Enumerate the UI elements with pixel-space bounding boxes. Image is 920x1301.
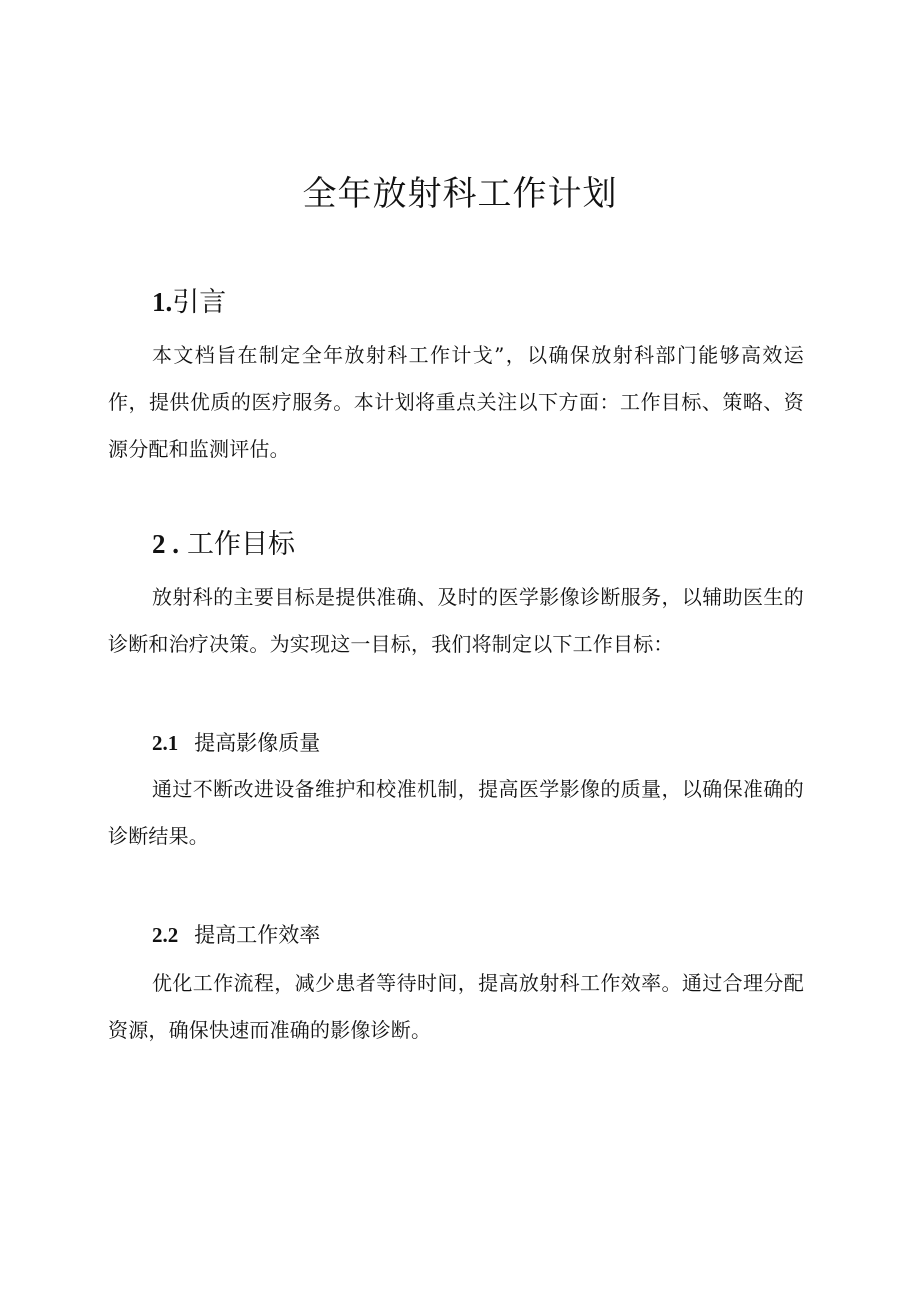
subsection-number: 2.1: [152, 731, 179, 755]
subsection-title: 提高影像质量: [194, 731, 321, 755]
section-heading-introduction: [152, 282, 226, 323]
subsection-number: 2.2: [152, 923, 179, 947]
subsection-paragraph-image-quality: 通过不断改进设备维护和校准机制，提高医学影像的质量，以确保准确的诊断结果。: [108, 777, 804, 848]
section-paragraph-work-goals: 放射科的主要目标是提供准确、及时的医学影像诊断服务，以辅助医生的诊断和治疗决策。为实现这一目标，我们将制定以下工作目标：: [108, 585, 804, 656]
subsection-title: 提高工作效率: [194, 923, 321, 947]
section-title: 工作目标: [187, 529, 295, 560]
section-number: 1.: [152, 287, 173, 317]
section-paragraph-introduction: 本文档旨在制定全年放射科工作计戈”，以确保放射科部门能够高效运作，提供优质的医疗服务。本计划将重点关注以下方面：工作目标、策略、资源分配和监测评估。: [108, 343, 804, 461]
section-number: 2 .: [152, 529, 179, 559]
section-title: 引言: [172, 287, 227, 318]
section-heading-work-goals: [152, 524, 295, 565]
subsection-paragraph-work-efficiency: 优化工作流程，减少患者等待时间，提高放射科工作效率。通过合理分配资源，确保快速而准确的影像诊断。: [108, 971, 804, 1042]
subsection-heading-work-efficiency: [152, 920, 320, 950]
subsection-heading-image-quality: [152, 728, 320, 758]
document-title: 全年放射科工作计划: [302, 174, 618, 214]
